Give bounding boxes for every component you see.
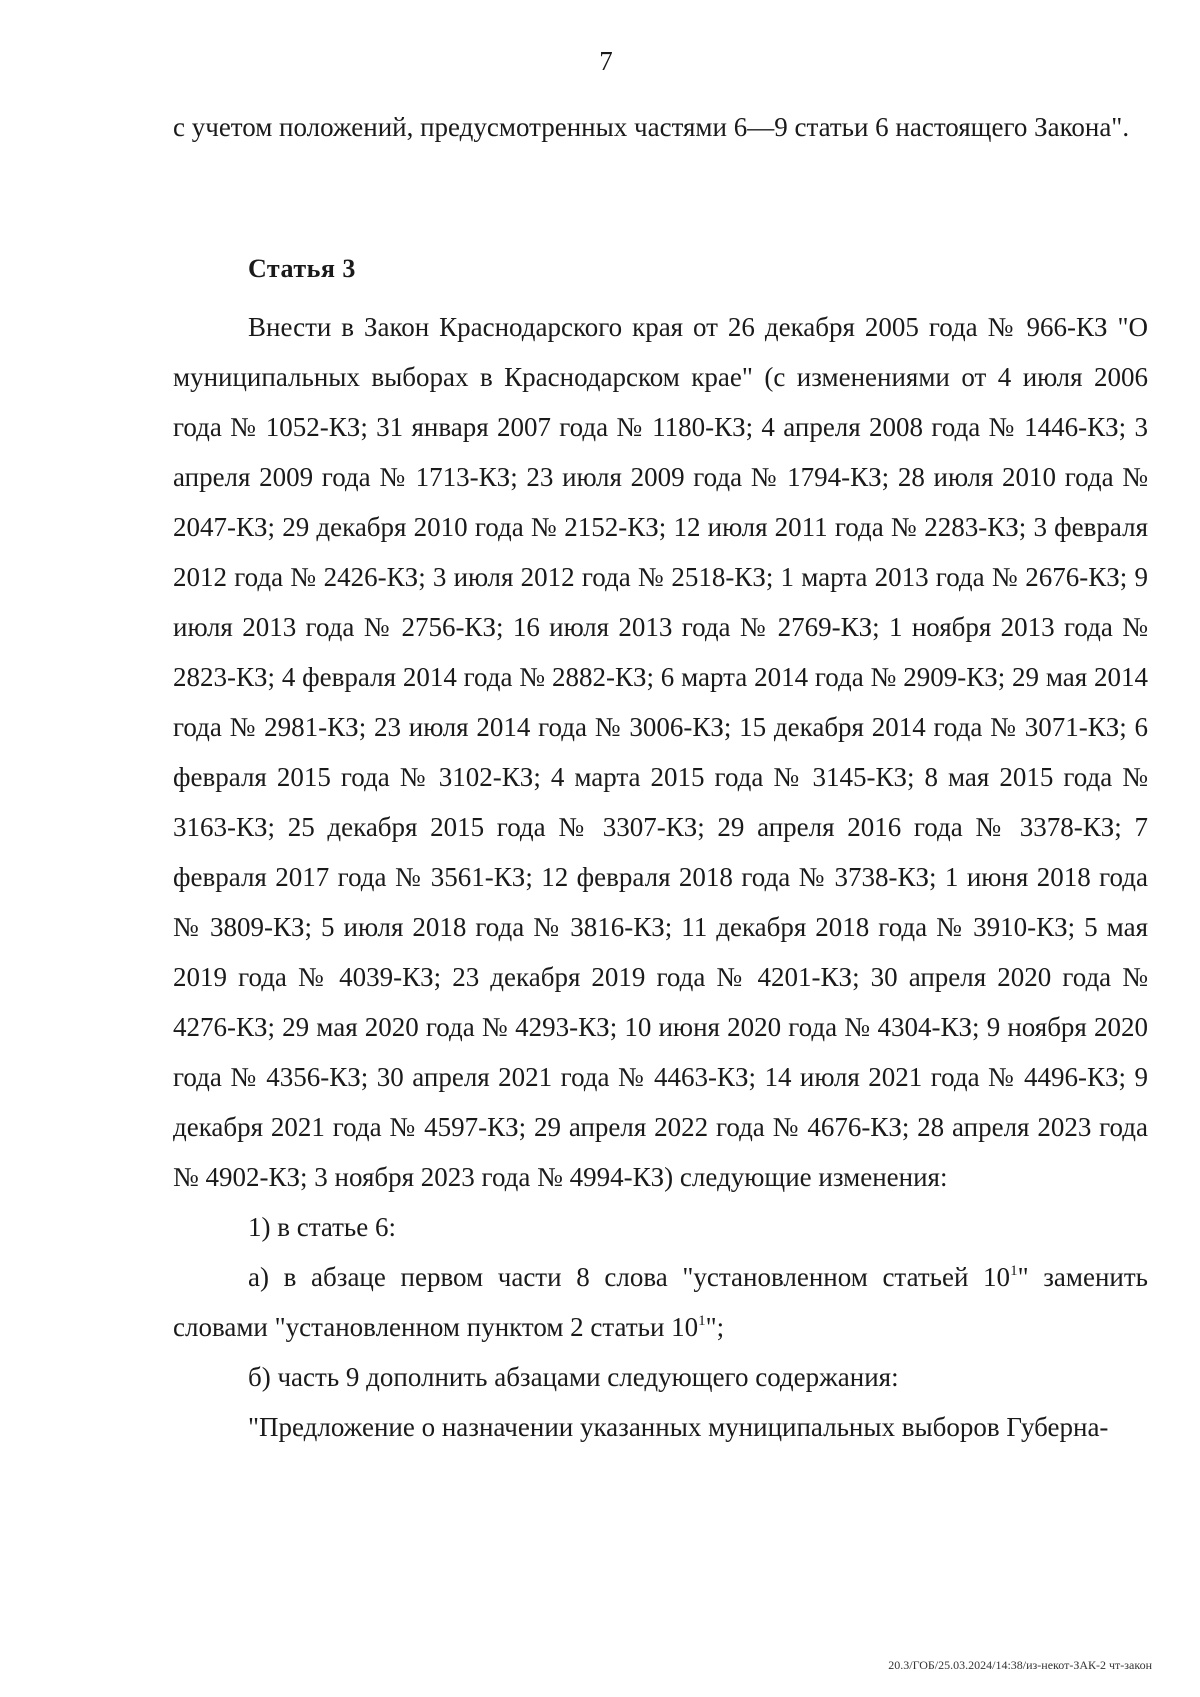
item-a-text-part1: а) в абзаце первом части 8 слова "установленном статьей 10 (248, 1262, 1011, 1292)
list-item-a (173, 1252, 1148, 1352)
continued-paragraph-text: с учетом положений, предусмотренных частями 6—9 статьи 6 настоящего Закона". (173, 112, 1130, 142)
item-a-text-part3: "; (705, 1312, 725, 1342)
list-item-1: 1) в статье 6: (248, 1212, 396, 1242)
quoted-text-start: "Предложение о назначении указанных муниципальных выборов Губерна- (248, 1412, 1109, 1442)
list-item-b: б) часть 9 дополнить абзацами следующего содержания: (248, 1362, 899, 1392)
page-number: 7 (599, 46, 613, 76)
item-a-superscript-2: 1 (698, 1313, 706, 1329)
article-heading: Статья 3 (248, 254, 356, 283)
item-a-text-part2: " заменить словами "установленном пунктом 2 статьи 10 (173, 1262, 1148, 1342)
footer-document-code: 20.3/ГОБ/25.03.2024/14:38/из-некот-ЗАК-2 чт-закон (888, 1658, 1152, 1672)
amendment-intro-paragraph: Внести в Закон Краснодарского края от 26 декабря 2005 года № 966-КЗ "О муниципальных выборах в Краснодарском крае" (с изменениями от 4 июля 2006 года № 1052-КЗ; 31 января 2007 года № 1180-КЗ; 4 апреля 2008 года № 1446-КЗ; 3 апреля 2009 года № 1713-КЗ; 23 июля 2009 года № 1794-КЗ; 28 июля 2010 года № 2047-КЗ; 29 декабря 2010 года № 2152-КЗ; 12 июля 2011 года № 2283-КЗ; 3 февраля 2012 года № 2426-КЗ; 3 июля 2012 года № 2518-КЗ; 1 марта 2013 года № 2676-КЗ; 9 июля 2013 года № 2756-КЗ; 16 июля 2013 года № 2769-КЗ; 1 ноября 2013 года № 2823-КЗ; 4 февраля 2014 года № 2882-КЗ; 6 марта 2014 года № 2909-КЗ; 29 мая 2014 года № 2981-КЗ; 23 июля 2014 года № 3006-КЗ; 15 декабря 2014 года № 3071-КЗ; 6 февраля 2015 года № 3102-КЗ; 4 марта 2015 года № 3145-КЗ; 8 мая 2015 года № 3163-КЗ; 25 декабря 2015 года № 3307-КЗ; 29 апреля 2016 года № 3378-КЗ; 7 февраля 2017 года № 3561-КЗ; 12 февраля 2018 года № 3738-КЗ; 1 июня 2018 года № 3809-КЗ; 5 июля 2018 года № 3816-КЗ; 11 декабря 2018 года № 3910-КЗ; 5 мая 2019 года № 4039-КЗ; 23 декабря 2019 года № 4201-КЗ; 30 апреля 2020 года № 4276-КЗ; 29 мая 2020 года № 4293-КЗ; 10 июня 2020 года № 4304-КЗ; 9 ноября 2020 года № 4356-КЗ; 30 апреля 2021 года № 4463-КЗ; 14 июля 2021 года № 4496-КЗ; 9 декабря 2021 года № 4597-КЗ; 29 апреля 2022 года № 4676-КЗ; 28 апреля 2023 года № 4902-КЗ; 3 ноября 2023 года № 4994-КЗ) следующие изменения: (173, 312, 1148, 1192)
article-body (173, 302, 1148, 1452)
item-a-superscript-1: 1 (1010, 1263, 1018, 1279)
continued-paragraph (173, 102, 1148, 152)
